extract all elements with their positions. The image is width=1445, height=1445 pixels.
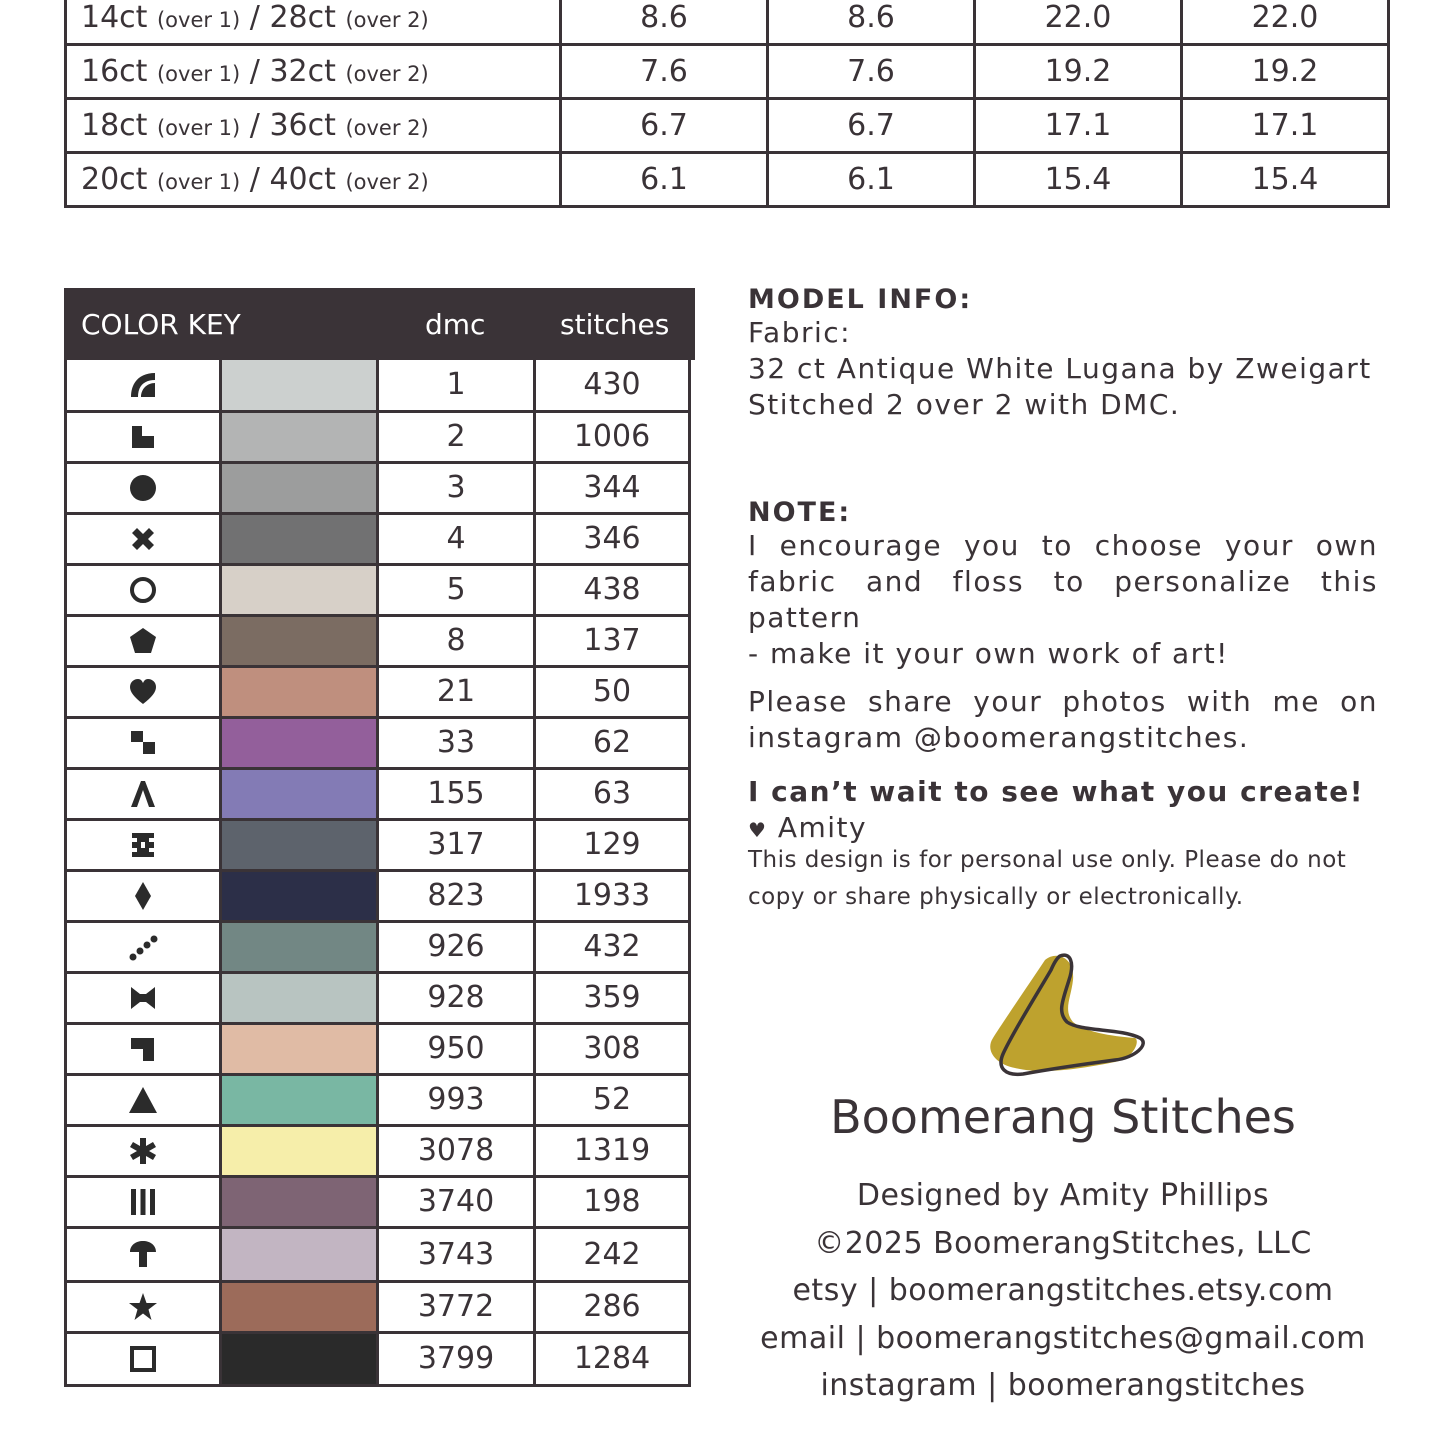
- diamond-icon: [128, 881, 158, 911]
- size-value: 6.1: [561, 153, 768, 207]
- etsy-link[interactable]: etsy | boomerangstitches.etsy.com: [792, 1273, 1334, 1308]
- color-key-row: [66, 1023, 690, 1074]
- stitch-count: 1319: [535, 1125, 690, 1176]
- over-label: (over 1): [156, 62, 241, 86]
- symbol-cell: [66, 972, 221, 1023]
- symbol-cell: [66, 921, 221, 972]
- color-swatch: [221, 921, 378, 972]
- size-value: 15.4: [1182, 153, 1389, 207]
- dmc-number: 1: [378, 360, 535, 411]
- size-value: 8.6: [561, 0, 768, 45]
- color-key-row: [66, 1227, 690, 1281]
- dmc-number: 3799: [378, 1332, 535, 1385]
- color-key-row: [66, 615, 690, 666]
- size-row: [66, 99, 1389, 153]
- stitch-count: 63: [535, 768, 690, 819]
- filled-circle-icon: [128, 473, 158, 503]
- contact-info: [748, 1172, 1378, 1410]
- stitch-count: 52: [535, 1074, 690, 1125]
- over-label: (over 1): [156, 116, 241, 140]
- color-swatch: [221, 870, 378, 921]
- color-swatch: [221, 615, 378, 666]
- stitch-count: 286: [535, 1281, 690, 1332]
- count-label: 20ct: [81, 162, 148, 197]
- color-key-row: [66, 513, 690, 564]
- disclaimer-line-2: copy or share physically or electronically.: [748, 884, 1244, 910]
- symbol-cell: [66, 1227, 221, 1281]
- dmc-number: 3743: [378, 1227, 535, 1281]
- symbol-cell: [66, 1074, 221, 1125]
- dmc-number: 3740: [378, 1176, 535, 1227]
- symbol-cell: [66, 870, 221, 921]
- size-value: 6.1: [768, 153, 975, 207]
- share-line-1: Please share your photos with me on: [748, 685, 1378, 718]
- stitch-count: 129: [535, 819, 690, 870]
- color-swatch: [221, 513, 378, 564]
- color-swatch: [221, 462, 378, 513]
- count-cell: [66, 45, 561, 99]
- color-swatch: [221, 1125, 378, 1176]
- dmc-number: 928: [378, 972, 535, 1023]
- color-swatch: [221, 360, 378, 411]
- size-value: 7.6: [561, 45, 768, 99]
- stitch-count: 359: [535, 972, 690, 1023]
- model-info-label: MODEL INFO:: [748, 284, 973, 315]
- color-swatch: [221, 1023, 378, 1074]
- note-section: [748, 497, 1378, 848]
- count-label: 18ct: [81, 108, 148, 143]
- symbol-cell: [66, 666, 221, 717]
- over-label: (over 2): [345, 62, 429, 86]
- stitch-count: 198: [535, 1176, 690, 1227]
- note-label: NOTE:: [748, 497, 852, 528]
- note-line-3: - make it your own work of art!: [748, 637, 1229, 670]
- disclaimer-line-1: This design is for personal use only. Please do not: [748, 847, 1347, 873]
- triple-bars-icon: [128, 1187, 158, 1217]
- stitched-description: Stitched 2 over 2 with DMC.: [748, 388, 1181, 421]
- dmc-number: 950: [378, 1023, 535, 1074]
- dmc-number: 155: [378, 768, 535, 819]
- over-label: (over 1): [156, 8, 241, 32]
- color-swatch: [221, 972, 378, 1023]
- stitch-count: 430: [535, 360, 690, 411]
- over-label: (over 1): [156, 170, 241, 194]
- star-icon: [128, 1292, 158, 1322]
- symbol-cell: [66, 1176, 221, 1227]
- count-cell: [66, 0, 561, 45]
- stitch-count: 1284: [535, 1332, 690, 1385]
- size-value: 8.6: [768, 0, 975, 45]
- symbol-cell: [66, 564, 221, 615]
- fabric-description: 32 ct Antique White Lugana by Zweigart: [748, 352, 1372, 385]
- stitch-count: 1933: [535, 870, 690, 921]
- closing-line: [748, 774, 1378, 848]
- dmc-number: 2: [378, 411, 535, 462]
- heart-icon: [128, 677, 158, 707]
- symbol-cell: [66, 768, 221, 819]
- color-key-row: [66, 1074, 690, 1125]
- separator: /: [249, 162, 260, 197]
- color-key-row: [66, 921, 690, 972]
- over-label: (over 2): [345, 8, 429, 32]
- color-key-table: [64, 288, 695, 1387]
- dots-diagonal-icon: [128, 932, 158, 962]
- triangle-icon: [128, 1085, 158, 1115]
- dmc-number: 8: [378, 615, 535, 666]
- size-value: 17.1: [1182, 99, 1389, 153]
- symbol-cell: [66, 513, 221, 564]
- stitch-count: 137: [535, 615, 690, 666]
- stitch-count: 344: [535, 462, 690, 513]
- dmc-number: 993: [378, 1074, 535, 1125]
- count-label: 14ct: [81, 0, 148, 35]
- size-value: 15.4: [975, 153, 1182, 207]
- note-line-2: fabric and floss to personalize this pattern: [748, 565, 1378, 634]
- size-value: 6.7: [561, 99, 768, 153]
- color-swatch: [221, 819, 378, 870]
- heart-icon: ♥: [748, 818, 768, 842]
- pentagon-icon: [128, 626, 158, 656]
- symbol-cell: [66, 819, 221, 870]
- symbol-cell: [66, 462, 221, 513]
- size-row: [66, 0, 1389, 45]
- over-label: (over 2): [345, 116, 429, 140]
- symbol-cell: [66, 360, 221, 411]
- count-label: 16ct: [81, 54, 148, 89]
- size-value: 19.2: [975, 45, 1182, 99]
- dmc-number: 823: [378, 870, 535, 921]
- color-swatch: [221, 1332, 378, 1385]
- stitch-count: 308: [535, 1023, 690, 1074]
- color-key-row: [66, 717, 690, 768]
- symbol-cell: [66, 1281, 221, 1332]
- color-key-rows: [64, 360, 691, 1387]
- disclaimer: [748, 842, 1378, 916]
- separator: /: [249, 108, 260, 143]
- color-swatch: [221, 1281, 378, 1332]
- color-swatch: [221, 564, 378, 615]
- instagram-link[interactable]: instagram | boomerangstitches: [820, 1368, 1306, 1403]
- size-value: 22.0: [1182, 0, 1389, 45]
- symbol-cell: [66, 1023, 221, 1074]
- count-cell: [66, 99, 561, 153]
- caret-up-icon: [128, 779, 158, 809]
- step-block-icon: [128, 422, 158, 452]
- closing-bold: I can’t wait to see what you create!: [748, 775, 1365, 808]
- color-key-row: [66, 870, 690, 921]
- color-key-row: [66, 1176, 690, 1227]
- x-cross-icon: [128, 524, 158, 554]
- signature: Amity: [777, 811, 868, 844]
- color-key-row: [66, 972, 690, 1023]
- mushroom-icon: [128, 1239, 158, 1269]
- color-swatch: [221, 1176, 378, 1227]
- stitch-count: 242: [535, 1227, 690, 1281]
- stitches-column-header: stitches: [560, 308, 670, 341]
- color-swatch: [221, 768, 378, 819]
- color-swatch: [221, 411, 378, 462]
- color-key-row: [66, 666, 690, 717]
- dmc-number: 5: [378, 564, 535, 615]
- color-key-header: [64, 288, 695, 360]
- color-swatch: [221, 1227, 378, 1281]
- brand-name: Boomerang Stitches: [830, 1090, 1296, 1144]
- bowtie-icon: [128, 983, 158, 1013]
- count-label: 36ct: [269, 108, 336, 143]
- color-key-row: [66, 564, 690, 615]
- over-label: (over 2): [345, 170, 429, 194]
- quarter-arc-icon: [128, 370, 158, 400]
- stitch-count: 50: [535, 666, 690, 717]
- stitch-count: 432: [535, 921, 690, 972]
- color-key-row: [66, 360, 690, 411]
- color-key-row: [66, 462, 690, 513]
- color-key-row: [66, 819, 690, 870]
- dmc-number: 21: [378, 666, 535, 717]
- color-key-row: [66, 1125, 690, 1176]
- dmc-column-header: dmc: [425, 308, 486, 341]
- size-value: 6.7: [768, 99, 975, 153]
- color-key-row: [66, 768, 690, 819]
- count-label: 28ct: [269, 0, 336, 35]
- count-cell: [66, 153, 561, 207]
- size-value: 17.1: [975, 99, 1182, 153]
- copyright-line: ©2025 BoomerangStitches, LLC: [814, 1225, 1312, 1261]
- stitch-count: 438: [535, 564, 690, 615]
- size-value: 22.0: [975, 0, 1182, 45]
- note-line-1: I encourage you to choose your own: [748, 529, 1378, 562]
- symbol-cell: [66, 1125, 221, 1176]
- asterisk-icon: [128, 1136, 158, 1166]
- dmc-number: 33: [378, 717, 535, 768]
- hollow-square-icon: [128, 1344, 158, 1374]
- stitch-count: 1006: [535, 411, 690, 462]
- i-beam-icon: [128, 830, 158, 860]
- email-link[interactable]: email | boomerangstitches@gmail.com: [760, 1320, 1366, 1356]
- size-row: [66, 45, 1389, 99]
- dmc-number: 3078: [378, 1125, 535, 1176]
- model-info-section: [748, 284, 1378, 423]
- boomerang-logo-icon: [985, 950, 1150, 1085]
- dmc-number: 317: [378, 819, 535, 870]
- symbol-cell: [66, 615, 221, 666]
- color-swatch: [221, 666, 378, 717]
- color-key-row: [66, 1332, 690, 1385]
- color-key-row: [66, 411, 690, 462]
- ring-icon: [128, 575, 158, 605]
- fabric-size-table: [64, 0, 1390, 208]
- dmc-number: 926: [378, 921, 535, 972]
- color-key-row: [66, 1281, 690, 1332]
- fabric-label: Fabric:: [748, 316, 852, 349]
- color-swatch: [221, 717, 378, 768]
- designer-line: Designed by Amity Phillips: [856, 1178, 1270, 1213]
- stitch-count: 346: [535, 513, 690, 564]
- corner-block-icon: [128, 1034, 158, 1064]
- stitch-count: 62: [535, 717, 690, 768]
- size-row: [66, 153, 1389, 207]
- symbol-cell: [66, 1332, 221, 1385]
- size-value: 7.6: [768, 45, 975, 99]
- dmc-number: 3772: [378, 1281, 535, 1332]
- checker-blocks-icon: [128, 728, 158, 758]
- separator: /: [249, 0, 260, 35]
- dmc-number: 3: [378, 462, 535, 513]
- count-label: 32ct: [269, 54, 336, 89]
- separator: /: [249, 54, 260, 89]
- symbol-cell: [66, 717, 221, 768]
- color-swatch: [221, 1074, 378, 1125]
- dmc-number: 4: [378, 513, 535, 564]
- symbol-cell: [66, 411, 221, 462]
- share-line-2: instagram @boomerangstitches.: [748, 721, 1250, 754]
- count-label: 40ct: [269, 162, 336, 197]
- size-value: 19.2: [1182, 45, 1389, 99]
- color-key-title: COLOR KEY: [81, 308, 241, 341]
